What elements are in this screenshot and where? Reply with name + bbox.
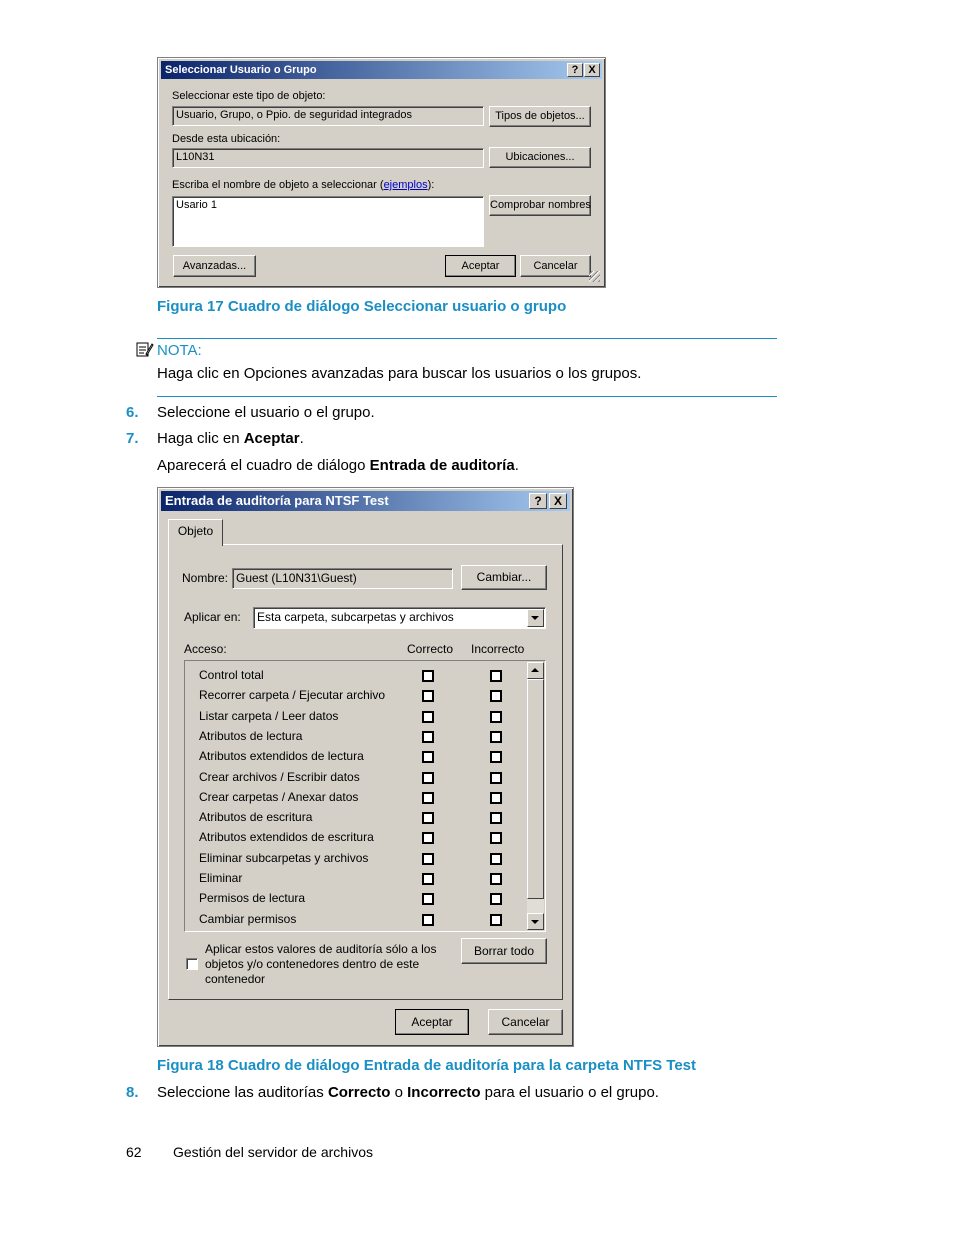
help-icon[interactable]: ? (529, 493, 547, 509)
permission-label: Atributos extendidos de escritura (199, 830, 374, 845)
cancel-button[interactable]: Cancelar (488, 1009, 563, 1035)
failure-checkbox[interactable] (490, 853, 502, 865)
tab-object-label: Objeto (177, 524, 214, 538)
success-checkbox[interactable] (422, 873, 434, 885)
step7-bold: Aceptar (243, 430, 300, 447)
ok-button[interactable]: Aceptar (445, 255, 516, 277)
permission-label: Crear carpetas / Anexar datos (199, 789, 359, 804)
select-user-dialog (157, 57, 606, 288)
success-column-header: Correcto (407, 642, 454, 656)
step6-number: 6. (126, 404, 139, 421)
figure18-caption: Figura 18 Cuadro de diálogo Entrada de auditoría para la carpeta NTFS Test (157, 1057, 697, 1074)
step7-result (157, 457, 519, 474)
scroll-up-icon[interactable] (527, 662, 544, 679)
permission-row (185, 891, 525, 909)
figure17-caption: Figura 17 Cuadro de diálogo Seleccionar usuario o grupo (157, 298, 567, 315)
success-checkbox[interactable] (422, 812, 434, 824)
step7-before: Haga clic en (157, 430, 244, 447)
note-top-rule (157, 338, 777, 339)
name-field: Guest (L10N31\Guest) (232, 568, 453, 589)
note-bottom-rule (157, 396, 777, 397)
ok-button[interactable]: Aceptar (395, 1009, 469, 1035)
permission-label: Eliminar (199, 871, 243, 885)
success-checkbox[interactable] (422, 751, 434, 763)
failure-checkbox[interactable] (490, 873, 502, 885)
page-number: 62 (126, 1144, 142, 1160)
permissions-list (184, 660, 546, 932)
permission-label: Atributos de lectura (199, 728, 303, 743)
clear-all-button[interactable]: Borrar todo (461, 938, 547, 964)
permission-row (185, 912, 525, 930)
audit-entry-dialog (157, 487, 574, 1047)
permission-row (185, 688, 525, 706)
dialog-title: Entrada de auditoría para NTSF Test (161, 491, 570, 511)
permission-label: Eliminar subcarpetas y archivos (199, 850, 369, 865)
name-label: Nombre: (182, 571, 229, 585)
permission-label: Cambiar permisos (199, 911, 297, 926)
failure-checkbox[interactable] (490, 670, 502, 682)
note-title: NOTA: (157, 342, 202, 359)
step8-bold1: Correcto (327, 1084, 391, 1101)
result-after: . (514, 457, 519, 474)
success-checkbox[interactable] (422, 914, 434, 926)
failure-checkbox[interactable] (490, 711, 502, 723)
success-checkbox[interactable] (422, 670, 434, 682)
permission-label: Control total (199, 668, 264, 682)
permission-row (185, 871, 525, 889)
cancel-button[interactable]: Cancelar (520, 255, 591, 277)
failure-checkbox[interactable] (490, 772, 502, 784)
step7-after: . (299, 430, 304, 447)
object-type-label: Seleccionar este tipo de objeto: (172, 90, 326, 102)
failure-checkbox[interactable] (490, 690, 502, 702)
success-checkbox[interactable] (422, 731, 434, 743)
change-button[interactable]: Cambiar... (461, 565, 547, 590)
object-type-field: Usuario, Grupo, o Ppio. de seguridad integrados (172, 106, 484, 126)
apply-select-value: Esta carpeta, subcarpetas y archivos (257, 610, 454, 624)
resize-grip-icon[interactable] (589, 271, 600, 282)
step8-before: Seleccione las auditorías (157, 1084, 328, 1101)
apply-only-line2: objetos y/o contenedores dentro de este (205, 957, 420, 971)
failure-checkbox[interactable] (490, 812, 502, 824)
success-checkbox[interactable] (422, 853, 434, 865)
failure-checkbox[interactable] (490, 832, 502, 844)
enter-name-prefix: Escriba el nombre de objeto a seleccionar ( (172, 179, 384, 191)
permission-row (185, 810, 525, 828)
permission-row (185, 709, 525, 727)
tab-object[interactable] (168, 519, 223, 546)
check-names-button[interactable]: Comprobar nombres (489, 195, 591, 216)
success-checkbox[interactable] (422, 792, 434, 804)
step8-mid: o (390, 1084, 408, 1101)
success-checkbox[interactable] (422, 893, 434, 905)
examples-link[interactable]: ejemplos (383, 179, 428, 191)
step8-text (157, 1084, 659, 1101)
permission-row (185, 668, 525, 686)
apply-only-line1: Aplicar estos valores de auditoría sólo a los (205, 942, 437, 956)
permission-label: Crear archivos / Escribir datos (199, 769, 360, 784)
failure-checkbox[interactable] (490, 731, 502, 743)
enter-name-suffix: ): (427, 179, 435, 191)
dialog-title: Seleccionar Usuario o Grupo (161, 61, 602, 79)
step6-text: Seleccione el usuario o el grupo. (157, 404, 375, 421)
permission-row (185, 830, 525, 848)
footer-section: Gestión del servidor de archivos (173, 1144, 373, 1160)
note-text: Haga clic en Opciones avanzadas para buscar los usuarios o los grupos. (157, 365, 642, 382)
success-checkbox[interactable] (422, 711, 434, 723)
step7-number: 7. (126, 430, 139, 447)
permission-row (185, 770, 525, 788)
permission-label: Atributos de escritura (199, 810, 313, 825)
success-checkbox[interactable] (422, 832, 434, 844)
scroll-thumb[interactable] (527, 679, 544, 899)
apply-only-checkbox[interactable] (186, 958, 198, 970)
failure-checkbox[interactable] (490, 792, 502, 804)
result-before: Aparecerá el cuadro de diálogo (157, 457, 370, 474)
access-label: Acceso: (184, 642, 227, 656)
permission-label: Listar carpeta / Leer datos (199, 708, 339, 723)
success-checkbox[interactable] (422, 690, 434, 702)
apply-label: Aplicar en: (184, 610, 241, 624)
step8-bold2: Incorrecto (407, 1084, 481, 1101)
help-icon[interactable]: ? (567, 63, 583, 77)
permission-row (185, 729, 525, 747)
success-checkbox[interactable] (422, 772, 434, 784)
apply-only-line3: contenedor (205, 972, 266, 986)
step7-text (157, 430, 304, 447)
close-icon[interactable]: X (549, 493, 567, 509)
permission-row (185, 851, 525, 869)
location-field: L10N31 (172, 148, 484, 168)
object-name-input[interactable]: Usario 1 (172, 196, 484, 247)
result-bold: Entrada de auditoría (369, 457, 515, 474)
note-icon (136, 341, 154, 358)
step8-after: para el usuario o el grupo. (480, 1084, 659, 1101)
failure-checkbox[interactable] (490, 893, 502, 905)
apply-select[interactable] (253, 607, 546, 629)
location-label: Desde esta ubicación: (172, 133, 281, 145)
failure-checkbox[interactable] (490, 914, 502, 926)
step8-number: 8. (126, 1084, 139, 1101)
chevron-down-icon[interactable] (527, 609, 544, 627)
close-icon[interactable]: X (584, 63, 600, 77)
permission-label: Atributos extendidos de lectura (199, 749, 364, 764)
scrollbar[interactable] (527, 662, 544, 930)
scroll-down-icon[interactable] (527, 913, 544, 930)
permission-label: Permisos de lectura (199, 891, 306, 906)
object-types-button[interactable]: Tipos de objetos... (489, 106, 591, 127)
enter-name-label (172, 179, 434, 191)
failure-checkbox[interactable] (490, 751, 502, 763)
permission-row (185, 790, 525, 808)
permission-row (185, 749, 525, 767)
failure-column-header: Incorrecto (471, 642, 525, 656)
permission-label: Recorrer carpeta / Ejecutar archivo (199, 688, 386, 703)
locations-button[interactable]: Ubicaciones... (489, 147, 591, 168)
advanced-button[interactable]: Avanzadas... (173, 255, 256, 277)
